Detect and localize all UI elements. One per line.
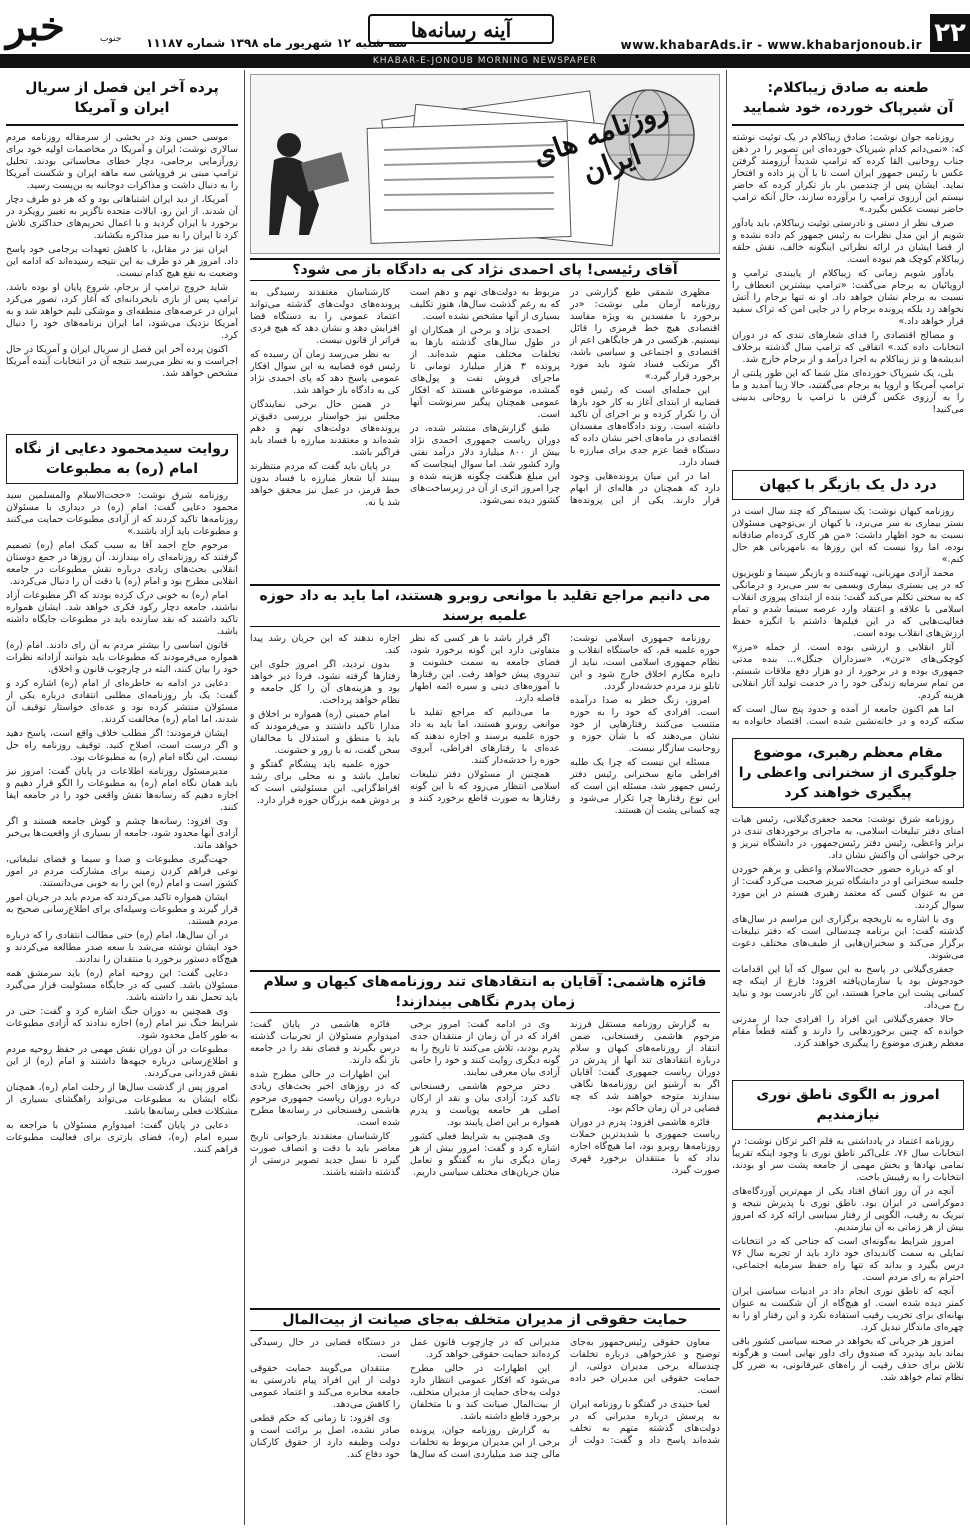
article-title: مقام معظم رهبری، موضوع جلوگیری از سخنرانی واعظی را پیگیری خواهند کرد: [732, 738, 964, 808]
article-title: امروز به الگوی ناطق نوری نیازمندیم: [732, 1080, 964, 1130]
site-urls[interactable]: www.khabarAds.ir - www.khabarjonoub.ir: [620, 38, 922, 52]
article-legal-support: [250, 1308, 720, 1520]
article-body: به گزارش روزنامه مستقل فرزند مرحوم هاشمی رفسنجانی، ضمن انتقاد از روزنامه‌های کیهان و سلام درباره انتقادهای تند آنها از پدرش در دوران ریاست جمهوری گفت: آقایان اگر به آرشیو این روزنامه‌ها نگاهی بیندازند متوجه خواهند شد که چه فضایی در آن زمان حاکم بود. فائزه هاشمی افزود: پدرم در دوران ریاست جمهوری با شدیدترین حملات روزنامه‌ها روبرو بود، اما هیچ‌گاه اجازه نداد که با منتقدان برخورد قهری صورت گیرد. وی در ادامه گفت: امروز برخی افراد که در آن زمان از منتقدان جدی پدرم بودند، تلاش می‌کنند تا تاریخ را به گونه دیگری روایت کنند و خود را حامی آزادی بیان معرفی نمایند. دختر مرحوم هاشمی رفسنجانی تاکید کرد: آزادی بیان و نقد از ارکان اصلی هر جامعه پویاست و پدرم همواره بر این اصل پایبند بود. وی همچنین به شرایط فعلی کشور اشاره کرد و گفت: امروز بیش از هر زمان دیگری نیاز به گفتگو و تعامل میان جریان‌های مختلف سیاسی داریم. فائزه هاشمی در پایان گفت: امیدوارم مسئولان از تجربیات گذشته درس بگیرند و فضای نقد را در جامعه باز نگه دارند. این اظهارات در حالی مطرح شده که در روزهای اخیر بحث‌های زیادی درباره دوران ریاست جمهوری مرحوم هاشمی رفسنجانی در رسانه‌ها مطرح شده است. کارشناسان معتقدند بازخوانی تاریخ معاصر باید با دقت و انصاف صورت گیرد تا نسل جدید تصویر درستی از گذشته داشته باشند.: [250, 1019, 720, 1178]
article-title: آقای رئیسی! پای احمدی نژاد کی به دادگاه باز می شود؟: [250, 258, 720, 281]
article-body: روزنامه کیهان نوشت: یک سینماگر که چند سال است در بستر بیماری به سر می‌برد، با کیهان از بی‌توجهی مسئولان نسبت به خود اظهار داشت: «من هر کاری کرده‌ام صادقانه بوده، اما روا نیست که این روزها به نامهربانی هم حال کنم.» محمد آزادی مهربانی، تهیه‌کننده و بازیگر سینما و تلویزیون که در پی بستری بیماری ویسمی به سر می‌برد و درمانگی که به سختی تکلم می‌کند گفت: بنده از ابتدای پیروزی انقلاب اسلامی با علاقه و اعتقاد وارد عرصه سینما شدم و تمام فعالیت‌هایی که در این فیلم‌ها داشتم با انگیزه حفظ ارزش‌های انقلاب بوده است. آثار انقلابی و ارزشی بوده است. از جمله «مرز» کوچکی‌های «ترن»، «سرداران جنگل»... بنده مدتی جمهوری بوده و در برخورد از دو هزار دفع ملاقات شستم. من تمام سرمایه زندگی خود را در خدمت تولید آثار انقلابی هزینه کردم. اما هم اکنون جامعه از آمده و حدود پنج سال است که سکته کرده و در خانه‌نشین شده است. اقتصاد خانواده به: [732, 506, 964, 726]
issue-dateline: سه شنبه ۱۲ شهریور ماه ۱۳۹۸ شماره ۱۱۱۸۷: [146, 36, 408, 50]
column-rule-left: [244, 70, 245, 1525]
reader-silhouette: [269, 133, 349, 235]
article-body: مظهری شمقی طبع گزارشی در روزنامه آرمان ملی نوشت: «در برخورد با مفسدین به ویژه مفاسد اقتصادی هیچ خط قرمزی را قائل نیستیم. هرکسی در هر جایگاهی اعم از اقتصادی و اجتماعی و سیاسی باشد، اگر مرتکب فساد شود باید مورد برخورد قرار گیرد.» این جمله‌ای است که رئیس قوه قضاییه از ابتدای آغاز به کار خود بارها آن را تکرار کرده و بر اجرای آن تاکید داشته است. روند دادگاه‌های مفسدان اقتصادی در ماه‌های اخیر نشان داده که دستگاه قضا عزم جدی برای مبارزه با فساد دارد. اما در این میان پرونده‌هایی وجود دارد که همچنان در هاله‌ای از ابهام قرار دارند. یکی از این پرونده‌ها مربوط به دولت‌های نهم و دهم است که به رغم گذشت سال‌ها، هنوز تکلیف بسیاری از آنها مشخص نشده است. احمدی نژاد و برخی از همکاران او در طول سال‌های گذشته بارها به تخلفات مختلف متهم شده‌اند. از پرونده ۳ هزار میلیارد تومانی تا ماجرای فروش نفت و پول‌های گمشده، موضوعاتی هستند که افکار عمومی همچنان پیگیر سرنوشت آنها است. طبق گزارش‌های منتشر شده، در دوران ریاست جمهوری احمدی نژاد بیش از ۸۰۰ میلیارد دلار درآمد نفتی وارد کشور شد. اما سوال اینجاست که این مبلغ هنگفت چگونه هزینه شده و چرا امروز اثری از آن در زیرساخت‌های کشور دیده نمی‌شود. کارشناسان معتقدند رسیدگی به پرونده‌های دولت‌های گذشته می‌تواند اعتماد عمومی را به دستگاه قضا افزایش دهد و نشان دهد که هیچ فردی فراتر از قانون نیست. به نظر می‌رسد زمان آن رسیده که رئیس قوه قضاییه به این سوال افکار عمومی پاسخ دهد که پای احمدی نژاد کی به دادگاه باز خواهد شد. در همین حال برخی نمایندگان مجلس نیز خواستار بررسی دقیق‌تر پرونده‌های دولت‌های نهم و دهم شده‌اند و معتقدند مبارزه با فساد باید فراگیر باشد. در پایان باید گفت که مردم منتظرند ببینند آیا شعار مبارزه با فساد بدون خط قرمز، در عمل نیز محقق خواهد شد یا نه.: [250, 287, 720, 508]
masthead-banner: KHABAR-E-JONOUB MORNING NEWSPAPER: [0, 54, 970, 68]
article-title: پرده آخر این فصل از سریال ایران و آمریکا: [6, 78, 238, 126]
article-actor-kayhan: [732, 470, 964, 730]
article-body: روزنامه شرق نوشت: «حجت‌الاسلام والمسلمین سید محمود دعایی گفت: امام (ره) در دیداری با مسئولان روزنامه‌ها تاکید کردند که از آزادی مطبوعات حمایت می‌کنند و مطبوعات باید آزاد باشند.» مرحوم حاج احمد آقا به سبب کمک امام (ره) تصمیم گرفتند که روزنامه‌ای راه بیندازند. آن روزها در جمع دوستان انقلابی بحث‌های زیادی درباره نقش مطبوعات در جامعه انقلابی مطرح بود و امام (ره) با دقت آن را دنبال می‌کردند. امام (ره) به خوبی درک کرده بودند که اگر مطبوعات آزاد نباشند، جامعه دچار رکود فکری خواهد شد. ایشان همواره تاکید داشتند که نقد سازنده باید در مطبوعات جایگاه داشته باشد. قانون اساسی را بیشتر مردم به آن رای دادند. امام (ره) همواره می‌فرمودند که مطبوعات باید بتوانند آزادانه نظرات خود را بیان کنند، البته در چارچوب قانون و اخلاق. دعایی در ادامه به خاطره‌ای از امام (ره) اشاره کرد و گفت: یک بار روزنامه‌ای مطلبی انتقادی درباره یکی از مسئولان منتشر کرده بود و عده‌ای خواستار توقیف آن شدند، اما امام (ره) مخالفت کردند. ایشان فرمودند: اگر مطلب خلاف واقع است، پاسخ دهید و اگر درست است، اصلاح کنید. توقیف روزنامه راه حل نیست. این نگاه امام (ره) به مطبوعات بود. مدیرمسئول روزنامه اطلاعات در پایان گفت: امروز نیز باید همان نگاه امام (ره) به مطبوعات را الگو قرار دهیم و اجازه دهیم که رسانه‌ها نقش واقعی خود را در جامعه ایفا کنند. وی افزود: رسانه‌ها چشم و گوش جامعه هستند و اگر آزادی آنها محدود شود، جامعه از بسیاری از واقعیت‌ها بی‌خبر خواهد ماند. جهت‌گیری مطبوعات و صدا و سیما و فضای تبلیغاتی، نوعی فراهم کردن زمینه برای مشارکت مردم در امور کشور است و امام (ره) این را به خوبی می‌دانستند. ایشان همواره تاکید می‌کردند که مردم باید در جریان امور قرار گیرند و مطبوعات وسیله‌ای برای اطلاع‌رسانی صحیح به مردم هستند. در آن سال‌ها، امام (ره) حتی مطالب انتقادی را که درباره خود ایشان نوشته می‌شد با سعه صدر مطالعه می‌کردند و هیچ‌گاه دستور برخورد با منتقدان را ندادند. دعایی گفت: این روحیه امام (ره) باید سرمشق همه مسئولان باشد. کسی که در جایگاه مسئولیت قرار می‌گیرد باید تحمل نقد را داشته باشد. وی همچنین به دوران جنگ اشاره کرد و گفت: حتی در شرایط جنگ نیز امام (ره) اجازه ندادند که آزادی مطبوعات به طور کامل محدود شود. مطبوعات در آن دوران نقش مهمی در حفظ روحیه مردم و اطلاع‌رسانی درباره جبهه‌ها داشتند و امام (ره) از این نقش قدردانی می‌کردند. امروز پس از گذشت سال‌ها از رحلت امام (ره)، همچنان نگاه ایشان به مطبوعات می‌تواند راهگشای بسیاری از مشکلات فعلی رسانه‌ها باشد. دعایی در پایان گفت: امیدوارم مسئولان با مراجعه به سیره امام (ره)، فضای بازتری برای فعالیت مطبوعات فراهم کنند.: [6, 490, 238, 1155]
article-title: درد دل یک بازیگر با کیهان: [732, 470, 964, 500]
article-title: فائزه هاشمی: آقایان به انتقادهای تند روزنامه‌های کیهان و سلام زمان پدرم نگاهی بیندازند!: [250, 970, 720, 1013]
article-body: روزنامه جوان نوشت: صادق زیباکلام در یک توئیت نوشته که: «نمی‌دانم کدام شیرپاک خورده‌ای این تصویر را در ذهن جناب روحانیی القا کرده که ترامپ شدیداً آرزومند گرفتن عکس با رئیس جمهور ایران است تا با آن پز داده و افتخار نماید. ایشان پس از چندمین بار باز تکرار کرده که حاضر نیستم این آرزوی ترامپ را برآورده سازند، حال آنکه ترامپ حاضر نیست عکس بگیرد.» صرف نظر از دستی و نادرستی توئیت زیباکلام، باید یادآور شویم از این مدل نظرات به رئیس جمهور کم داده نشده و از قضا ایشان در ارائه نظراتی اینگونه خالف، نقش حلقه زیباکلام کوچک هم نبوده است. یادآور شویم زمانی که زیباکلام از پایبندی ترامپ و اروپائیان به برجام می‌گفت: «ترامپ بیشترین انعطاف را نسبت به برجام نشان خواهد داد. او نه تنها برجام را آتش نخواهد زد بلکه پرونده برجام را در جایی امن که تراک سفید قرار خواهد داد.» و مصالح اقتصادی را فدای شعارهای تندی که در دوران انتخابات داده کند.» اتفاقی که ترامپ سال گذشته برخلاف اندیشه‌ها و تز زیباکلام به اجرا درآمد و از برجام خارج شد. بلی، یک شیرپاک خورده‌ای مثل شما که این طور پلنتی از ترامپ آمریکا و اروپا به برجام می‌گفتید، حالا زیبا آمدید و ما را به آرزوی عکس گرفتن با ترامپ با روحانی بدبینی می‌کنید!: [732, 132, 964, 415]
article-iran-america: [6, 78, 238, 422]
newspaper-logo-sub: جنوب: [100, 34, 122, 44]
article-title: روایت سیدمحمود دعایی از نگاه امام (ره) به مطبوعات: [6, 434, 238, 484]
article-title: طعنه به صادق زیباکلام: آن شیرپاک خورده، خود شمایید: [732, 78, 964, 126]
article-faezeh-hashemi: [250, 970, 720, 1300]
newspapers-illustration: [250, 74, 720, 254]
article-body: روزنامه اعتماد در یادداشتی به قلم اکبر ترکان نوشت: در انتخابات سال ۷۶، علی‌اکبر ناطق نوری با وجود اینکه تقریباً تمامی نهادها و بخش مهمی از جامعه پشت سر او بودند، انتخابات را به رقیبش باخت. آنچه در آن روز اتفاق افتاد یکی از مهم‌ترین آوردگاه‌های دموکراسی در ایران بود. ناطق نوری با پذیرش نتیجه و تبریک به رقیب، الگویی از رفتار سیاسی ارائه کرد که امروز بیش از هر زمانی به آن نیازمندیم. امروز شرایط به‌گونه‌ای است که جناحی که در انتخابات تمایلی به سمت کاندیدای خود دارد باید از تجربه سال ۷۶ درس بگیرد و بداند که تنها راه حفظ سرمایه اجتماعی، احترام به رای مردم است. آنچه که ناطق نوری انجام داد در ادبیات سیاسی ایران کمتر دیده شده است. او هیچ‌گاه از آن شکست به عنوان بهانه‌ای برای تخریب رقیب استفاده نکرد و این رفتار او را به چهره‌ای ماندگار تبدیل کرد. امروز هر جریانی که بخواهد در صحنه سیاسی کشور باقی بماند باید بپذیرد که صندوق رای داور نهایی است و هرگونه تلاش برای حذف رقیب از راه‌های غیرقانونی، به ضرر کل نظام تمام خواهد شد.: [732, 1136, 964, 1383]
article-body: روزنامه شرق نوشت: محمد جعفری‌گیلانی، رئیس هیات امنای دفتر تبلیغات اسلامی، به ماجرای برخوردهای تندی در برابر واعظی، رئیس دفتر رئیس‌جمهور، در دانشگاه تبریز و برخی حواشی آن واکنش نشان داد. او که درباره حضور حجت‌الاسلام واعظی و برهم خوردن جلسه سخنرانی او در دانشگاه تبریز صحبت می‌کرد گفت: از من به عنوان کسی که معتمد رهبری هستم در این مورد سوال کردند. وی با اشاره به تاریخچه برگزاری این مراسم در سال‌های گذشته گفت: این برنامه چندسالی است که دفتر تبلیغات برگزار می‌کند و سخنران‌هایی از طیف‌های مختلف دعوت می‌شوند. جعفری‌گیلانی در پاسخ به این سوال که آیا این اقدامات خودجوش بود یا سازمان‌یافته افزود: فارغ از اینکه چه کسانی پشت این ماجرا هستند، این کار نادرست بود و نباید رخ می‌داد. حالا جعفری‌گیلانی این افراد را افرادی جدا از مدرنی خوانده که چنین برخوردهایی را دارند و گفته قطعاً مقام معظم رهبری موضوع را پیگیری خواهند کرد.: [732, 814, 964, 1049]
column-rule-right: [726, 70, 727, 1525]
article-zibakalam: [732, 78, 964, 458]
article-nateq-nouri: [732, 1080, 964, 1520]
article-marja-hawza: [250, 584, 720, 962]
section-title: آینه رسانه‌ها: [368, 14, 554, 44]
article-ahmadinejad: [250, 258, 720, 576]
article-title: می دانیم مراجع تقلید با موانعی روبرو هستند، اما باید به داد حوزه علمیه برسند: [250, 584, 720, 627]
article-title: حمایت حقوقی از مدیران متخلف به‌جای صیانت از بیت‌المال: [250, 1308, 720, 1331]
page-number: ۲۲: [930, 14, 970, 52]
article-body: معاون حقوقی رئیس‌جمهور به‌جای توضیح و عذرخواهی درباره تخلفات چندساله برخی مدیران دولتی، از حمایت حقوقی این مدیران خبر داده است. لعیا جنیدی در گفتگو با روزنامه ایران به پرسش درباره مدیرانی که در دولت‌های گذشته متهم به تخلف شده‌اند پاسخ داد و گفت: دولت از مدیرانی که در چارچوب قانون عمل کرده‌اند حمایت حقوقی خواهد کرد. این اظهارات در حالی مطرح می‌شود که افکار عمومی انتظار دارد دولت به‌جای حمایت از مدیران متخلف، از بیت‌المال صیانت کند و با متخلفان برخورد قاطع داشته باشد. به گزارش روزنامه جوان، پرونده برخی از این مدیران مربوط به تخلفات مالی چند صد میلیاردی است که سال‌ها در دستگاه قضایی در حال رسیدگی است. منتقدان می‌گویند حمایت حقوقی دولت از این افراد پیام نادرستی به جامعه مخابره می‌کند و اعتماد عمومی را کاهش می‌دهد. وی افزود: تا زمانی که حکم قطعی صادر نشده، اصل بر برائت است و دولت وظیفه دارد از حقوق کارکنان خود دفاع کند.: [250, 1337, 720, 1460]
illustration-label: روزنامه های ایران: [528, 92, 673, 190]
article-body: موسی حسن وند در بخشی از سرمقاله روزنامه مردم سالاری نوشت: ایران و آمریکا در مخاصمات اولیه خود برای زورآزمایی برجامی، دچار خطای محاسباتی بودند. تحلیل ترامپ مبنی بر فروپاشی سه ماهه ایران و شکست آمریکا را به دنبال داشت و مذاکرات دوجانبه به بن‌بست رسید. آمریکا، از دید ایران اشتباهاتی بود و که هر دو طرف دچار آن شدند. از این رو، ایالات متحده ناگزیر به تغییر رویکرد در برخورد با ایران گردید و با اعمال تحریم‌های حداکثری تلاش کرد تا ایران را به میز مذاکره بکشاند. ایران نیز در مقابل، با کاهش تعهدات برجامی خود پاسخ داد. امروز هر دو طرف به این نتیجه رسیده‌اند که ادامه این وضعیت به نفع هیچ کدام نیست. شاید خروج ترامپ از برجام، شروع پایان او بوده باشد. ترامپ پس از بازی نابخردانه‌ای که آغاز کرد، تصور می‌کرد ایران در عرصه‌های منطقه‌ای و موشکی تلیم خواهد شد و به آمریکا نزدیک می‌شود، اما ایران برنامه‌های خود را دنبال کرد. اکنون پرده آخر این فصل از سریال ایران و آمریکا در حال اجراست و به نظر می‌رسد نتیجه آن در انتخابات آینده آمریکا مشخص خواهد شد.: [6, 132, 238, 379]
article-leader-vaezi: [732, 738, 964, 1049]
article-body: روزنامه جمهوری اسلامی نوشت: حوزه علمیه قم، که خاستگاه انقلاب و نظام جمهوری اسلامی است، نباید از دایره مکارم اخلاق خارج شود و این تابلو نزد مردم خدشه‌دار گردد. امروز، زنگ خطر به صدا درآمده است. افرادی که خود را به حوزه منتسب می‌کنند رفتارهایی از خود نشان می‌دهند که با شأن حوزه و روحانیت سازگار نیست. مسئله این نیست که چرا یک طلبه افراطی مانع سخنرانی رئیس دفتر رئیس جمهور شد، مسئله این است که این نوع رفتارها چرا تکرار می‌شود و چه کسانی پشت آن هستند. اگر قرار باشد با هر کسی که نظر متفاوتی دارد این گونه برخورد شود، فضای جامعه به سمت خشونت و تندروی پیش خواهد رفت. این رفتارها با آموزه‌های دینی و سیره ائمه اطهار فاصله دارد. ما می‌دانیم که مراجع تقلید با موانعی روبرو هستند، اما باید به داد حوزه علمیه برسند و اجازه ندهند که عده‌ای با رفتارهای افراطی، آبروی حوزه را خدشه‌دار کنند. همچنین از مسئولان دفتر تبلیغات اسلامی انتظار می‌رود که با این گونه رفتارها به صورت قاطع برخورد کنند و اجازه ندهند که این جریان رشد پیدا کند. بدون تردید، اگر امروز جلوی این رفتارها گرفته نشود، فردا دیر خواهد بود و هزینه‌های آن را کل جامعه و نظام خواهد پرداخت. امام خمینی (ره) همواره بر اخلاق و مدارا تاکید داشتند و می‌فرمودند که باید با منطق و استدلال با مخالفان سخن گفت، نه با زور و خشونت. حوزه علمیه باید پیشگام گفتگو و تعامل باشد و نه محلی برای رشد افراط‌گرایی. این مسئولیتی است که بر دوش همه بزرگان حوزه قرار دارد.: [250, 633, 720, 816]
article-doaei-imam: [6, 434, 238, 1520]
newspaper-logo: خبر: [6, 3, 65, 50]
